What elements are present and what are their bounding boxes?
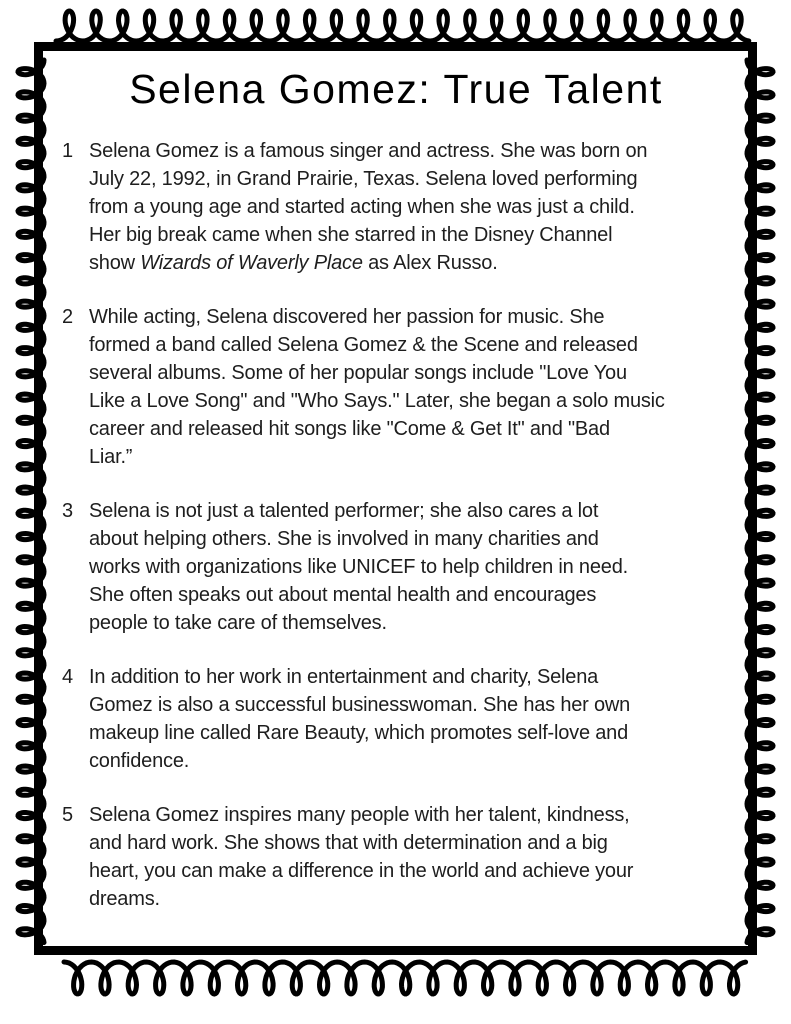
text-run: Like a Love Song" and "Who Says." Later, she began a solo music (89, 390, 665, 413)
text-line (89, 829, 740, 857)
text-run: formed a band called Selena Gomez & the Scene and released (89, 334, 638, 357)
paragraph-number: 3 (62, 500, 74, 523)
text-run: makeup line called Rare Beauty, which promotes self-love and (89, 722, 629, 745)
text-line (89, 497, 740, 525)
text-run: works with organizations like UNICEF to help children in need. (89, 556, 628, 579)
text-run: Selena Gomez inspires many people with her talent, kindness, (89, 804, 630, 827)
text-line (89, 221, 740, 249)
paragraph (62, 497, 740, 637)
paragraph-list (62, 137, 740, 913)
paragraph (62, 663, 740, 775)
paragraph (62, 137, 740, 277)
text-line (89, 137, 740, 165)
text-line (89, 525, 740, 553)
text-run: Selena is not just a talented performer; she also cares a lot (89, 500, 599, 523)
text-run: She often speaks out about mental health and encourages (89, 584, 597, 607)
italic-text-run: Wizards of Waverly Place (140, 252, 363, 275)
paragraph-number: 1 (62, 140, 74, 163)
text-line (89, 331, 740, 359)
paragraph-text (89, 137, 740, 277)
text-run: heart, you can make a difference in the world and achieve your (89, 860, 634, 883)
worksheet-content (44, 52, 748, 946)
text-line (89, 193, 740, 221)
loop-border-top-icon (56, 11, 749, 41)
text-line (89, 553, 740, 581)
text-run: Gomez is also a successful businesswoman. She has her own (89, 694, 631, 717)
text-run: several albums. Some of her popular songs include "Love You (89, 362, 627, 385)
text-run: In addition to her work in entertainment and charity, Selena (89, 666, 599, 689)
text-line (89, 303, 740, 331)
paragraph-number: 4 (62, 666, 74, 689)
text-line (89, 609, 740, 637)
text-run: Her big break came when she starred in the Disney Channel (89, 224, 613, 247)
text-run: While acting, Selena discovered her passion for music. She (89, 306, 605, 329)
page-title: Selena Gomez: True Talent (129, 66, 663, 112)
text-line (89, 801, 740, 829)
paragraph-text (89, 303, 740, 471)
text-line (89, 747, 740, 775)
text-line (89, 719, 740, 747)
text-line (89, 857, 740, 885)
text-run: show (89, 252, 141, 275)
paragraph-number: 5 (62, 804, 74, 827)
paragraph-text (89, 497, 740, 637)
text-line (89, 581, 740, 609)
paragraph-number: 2 (62, 306, 74, 329)
text-run: as Alex Russo. (362, 252, 498, 275)
paragraph (62, 303, 740, 471)
text-run: from a young age and started acting when she was just a child. (89, 196, 635, 219)
paragraph-text (89, 801, 740, 913)
text-run: Selena Gomez is a famous singer and actress. She was born on (89, 140, 648, 163)
text-run: career and released hit songs like "Come & Get It" and "Bad (89, 418, 610, 441)
text-line (89, 359, 740, 387)
loop-border-bottom-icon (64, 962, 746, 994)
text-line (89, 663, 740, 691)
text-run: July 22, 1992, in Grand Prairie, Texas. Selena loved performing (89, 168, 638, 191)
text-line (89, 165, 740, 193)
text-line (89, 885, 740, 913)
text-line (89, 387, 740, 415)
text-line (89, 249, 740, 277)
text-line (89, 691, 740, 719)
text-run: people to take care of themselves. (89, 612, 387, 635)
text-run: Liar.” (89, 446, 133, 469)
paragraph-text (89, 663, 740, 775)
paragraph (62, 801, 740, 913)
text-line (89, 415, 740, 443)
text-line (89, 443, 740, 471)
text-run: about helping others. She is involved in many charities and (89, 528, 599, 551)
text-run: dreams. (89, 888, 160, 911)
text-run: and hard work. She shows that with determination and a big (89, 832, 608, 855)
text-run: confidence. (89, 750, 190, 773)
